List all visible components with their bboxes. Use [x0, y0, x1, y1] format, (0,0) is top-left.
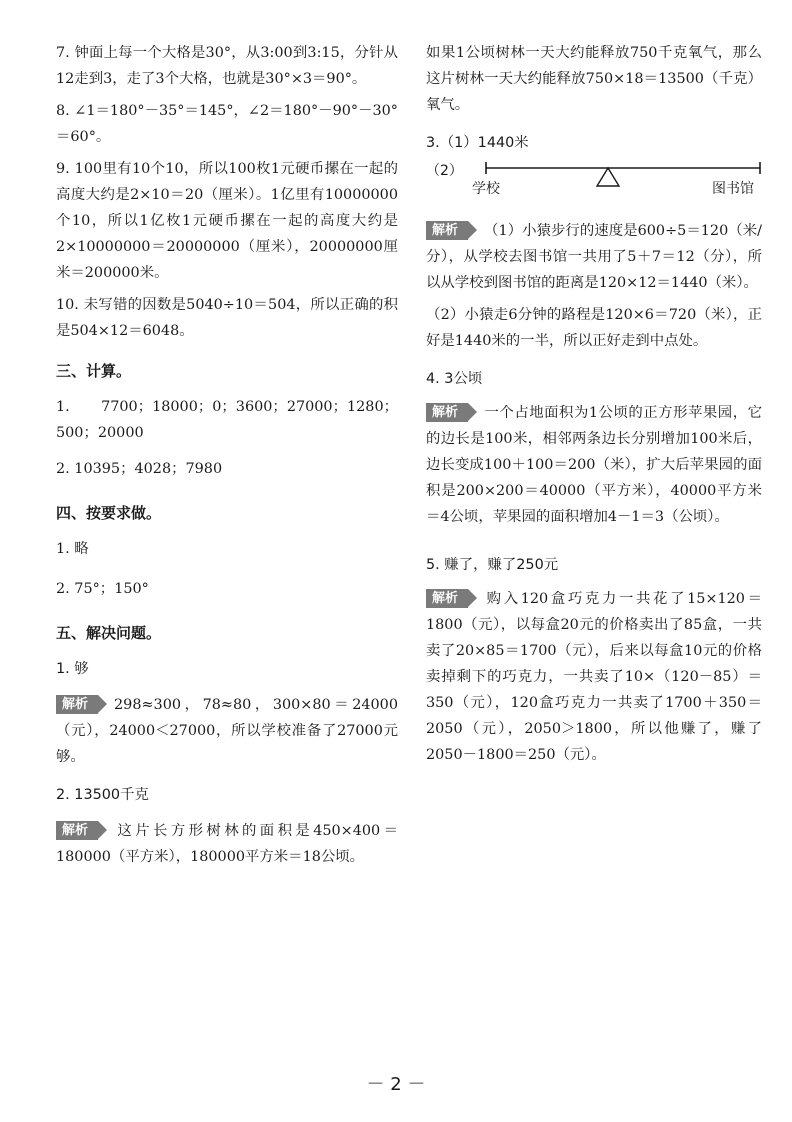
- section-5-explanation-1: 解析 298≈300，78≈80，300×80＝24000（元），24000＜27000，所以学校准备了27000元够。: [56, 697, 398, 765]
- explanation-3-1: 解析 （1）小猿步行的速度是600÷5＝120（米/分），从学校去图书馆一共用了5＋7＝12（分），所以从学校到图书馆的距离是120×12＝1440（米）。: [426, 223, 762, 291]
- section-5-answer-1: 1. 够: [56, 661, 89, 677]
- answer-q8: 8. ∠1＝180°－35°＝145°，∠2＝180°－90°－30°＝60°。: [56, 103, 398, 145]
- section-3-answer-2: 2. 10395；4028；7980: [56, 461, 223, 477]
- explanation-4: 解析 一个占地面积为1公顷的正方形苹果园，它的边长是100米，相邻两条边长分别增加100米后，边长变成100＋100＝200（米），扩大后苹果园的面积是200×200＝40000（平方米），40000平方米＝4公顷，苹果园的面积增加4－1＝3（公顷）。: [426, 405, 762, 525]
- midpoint-triangle-icon: [597, 168, 619, 186]
- page-number: － 2 －: [366, 1074, 426, 1095]
- answer-q9: 9. 100里有10个10，所以100枚1元硬币摞在一起的高度大约是2×10＝20（厘米）。1亿里有10000000个10，所以1亿枚1元硬币摞在一起的高度大约是2×10000000＝20000000（厘米），20000000厘米＝200000米。: [56, 161, 398, 281]
- section-3-answer-1: 1. 7700；18000；0；3600；27000；1280；500；20000: [56, 399, 398, 441]
- section-5-explanation-2: 解析 这片长方形树林的面积是450×400＝180000（平方米），180000平方米＝18公顷。: [56, 823, 398, 865]
- section-4-answer-1: 1. 略: [56, 541, 89, 557]
- right-column: [426, 40, 762, 774]
- school-library-diagram: [426, 160, 762, 208]
- answer-5: 5. 赚了，赚了250元: [426, 557, 559, 573]
- analysis-tag: 解析: [426, 589, 468, 608]
- section-4-title: 四、按要求做。: [56, 504, 162, 522]
- explanation-5: 解析 购入120盒巧克力一共花了15×120＝1800（元），以每盒20元的价格卖出了85盒，一共卖了20×85＝1700（元），后来以每盒10元的价格卖掉剩下的巧克力，一共卖了10×（120－85）＝350（元），120盒巧克力一共卖了1700＋350＝2050（元），2050＞1800，所以他赚了，赚了2050－1800＝250（元）。: [426, 591, 762, 763]
- section-5-title: 五、解决问题。: [56, 624, 162, 642]
- explanation-3-2: （2）小猿走6分钟的路程是120×6＝720（米），正好是1440米的一半，所以正好走到中点处。: [426, 307, 762, 349]
- left-column: [56, 40, 398, 876]
- answer-3-1: 3.（1）1440米: [426, 135, 529, 151]
- analysis-tag: 解析: [426, 403, 468, 422]
- section-3-title: 三、计算。: [56, 362, 132, 380]
- school-label: 学校: [472, 181, 500, 197]
- answer-3-2-label: （2）: [426, 163, 463, 179]
- library-label: 图书馆: [712, 181, 754, 197]
- section-4-answer-2: 2. 75°；150°: [56, 581, 149, 597]
- answer-q10: 10. 未写错的因数是5040÷10＝504，所以正确的积是504×12＝6048。: [56, 297, 398, 339]
- analysis-tag: 解析: [426, 221, 468, 240]
- analysis-tag: 解析: [56, 695, 98, 714]
- oxygen-continuation: 如果1公顷树林一天大约能释放750千克氧气，那么这片树林一天大约能释放750×18＝13500（千克）氧气。: [426, 45, 762, 113]
- answer-4: 4. 3公顷: [426, 371, 483, 387]
- section-5-answer-2: 2. 13500千克: [56, 787, 149, 803]
- analysis-tag: 解析: [56, 821, 98, 840]
- answer-q7: 7. 钟面上每一个大格是30°，从3:00到3:15，分针从12走到3，走了3个大格，也就是30°×3＝90°。: [56, 45, 398, 87]
